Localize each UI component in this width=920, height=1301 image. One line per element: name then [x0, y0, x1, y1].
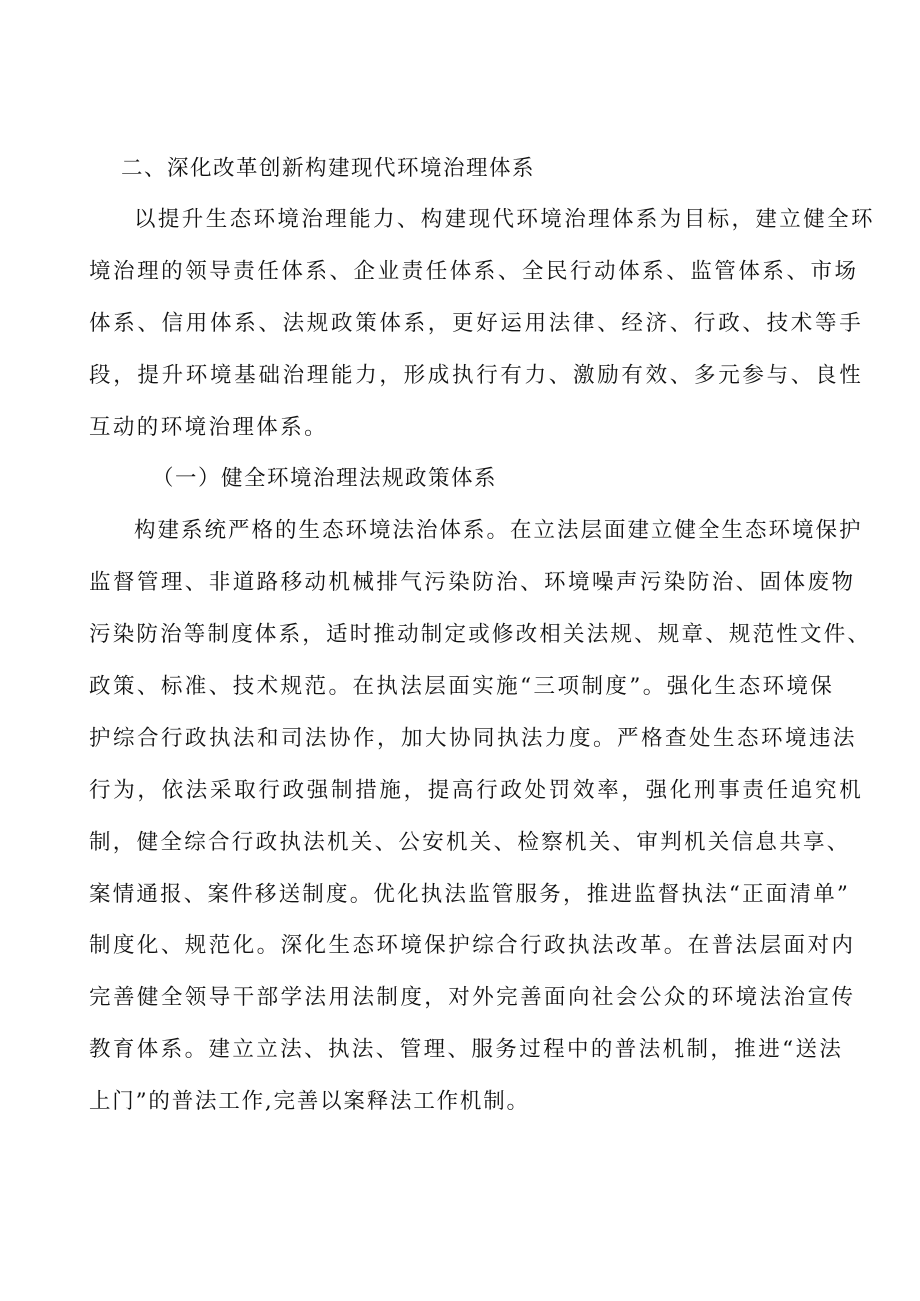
paragraph-line: 行为，依法采取行政强制措施，提高行政处罚效率，强化刑事责任追究机	[89, 778, 864, 803]
paragraph-line: 境治理的领导责任体系、企业责任体系、全民行动体系、监管体系、市场	[89, 259, 859, 284]
subsection-heading: （一）健全环境治理法规政策体系	[152, 466, 498, 491]
paragraph-line: 构建系统严格的生态环境法治体系。在立法层面建立健全生态环境保护	[134, 518, 863, 543]
paragraph-line: 上门”的普法工作,完善以案释法工作机制。	[89, 1089, 530, 1114]
paragraph-line: 案情通报、案件移送制度。优化执法监管服务，推进监督执法“正面清单”	[89, 882, 851, 907]
paragraph-line: 互动的环境治理体系。	[89, 415, 329, 440]
paragraph-line: 政策、标准、技术规范。在执法层面实施“三项制度”。强化生态环境保	[89, 674, 835, 699]
paragraph-line: 段，提升环境基础治理能力，形成执行有力、激励有效、多元参与、良性	[89, 363, 864, 388]
section-heading: 二、深化改革创新构建现代环境治理体系	[121, 156, 536, 181]
paragraph-line: 教育体系。建立立法、执法、管理、服务过程中的普法机制，推进“送法	[89, 1037, 844, 1062]
paragraph-line: 以提升生态环境治理能力、构建现代环境治理体系为目标，建立健全环	[134, 207, 875, 232]
paragraph-line: 体系、信用体系、法规政策体系，更好运用法律、经济、行政、技术等手	[89, 311, 864, 336]
paragraph-line: 污染防治等制度体系，适时推动制定或修改相关法规、规章、规范性文件、	[89, 622, 872, 647]
paragraph-line: 护综合行政执法和司法协作，加大协同执法力度。严格查处生态环境违法	[89, 726, 858, 751]
paragraph-line: 制，健全综合行政执法机关、公安机关、检察机关、审判机关信息共享、	[89, 830, 851, 855]
paragraph-line: 监督管理、非道路移动机械排气污染防治、环境噪声污染防治、固体废物	[89, 570, 856, 595]
paragraph-line: 制度化、规范化。深化生态环境保护综合行政执法改革。在普法层面对内	[89, 933, 856, 958]
paragraph-line: 完善健全领导干部学法用法制度，对外完善面向社会公众的环境法治宣传	[89, 985, 856, 1010]
